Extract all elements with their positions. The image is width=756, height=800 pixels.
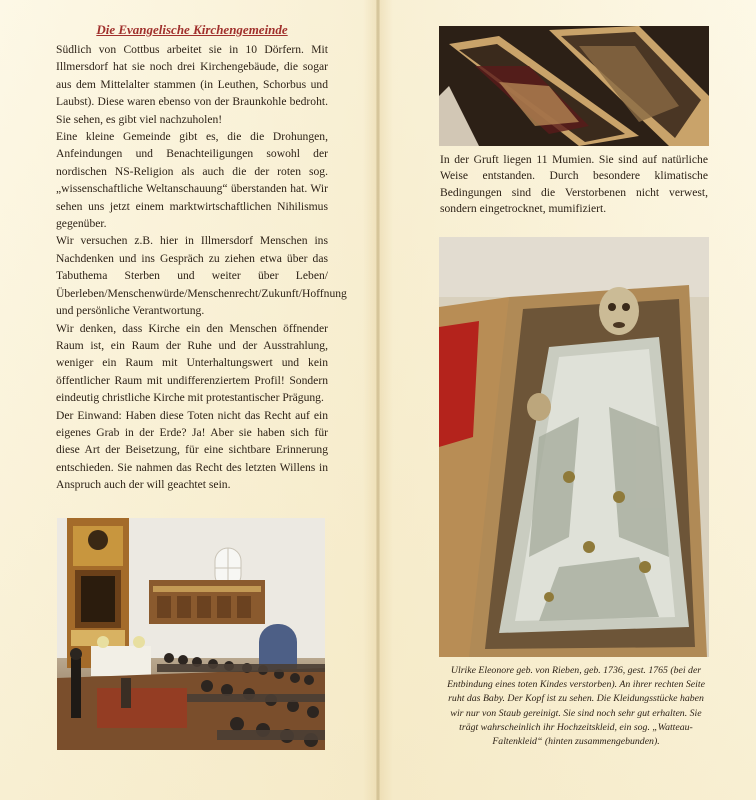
paragraph-3: Wir versuchen z.B. hier in Illmersdorf Menschen ins Nachdenken und ins Gespräch zu ziehen etwa über das Tabuthema Sterben und weiter über Leben/Überleben/Menschenwürde/Menschenrecht/Zukunft/Hoffnung und persönliche Verantwortung. — [56, 234, 347, 318]
mummy-ulrike-photo — [439, 237, 709, 657]
paragraph-1: Südlich von Cottbus arbeitet sie in 10 Dörfern. Mit Illmersdorf hat sie noch drei Kirchengebäude, die sogar aus dem Mittelalter stammen (in Leuthen, Schorbus und Laubst). Diese waren ebenso von der Braunkohle bedroht. Sie sehen, es gibt viel nachzuholen! — [56, 43, 328, 126]
crypt-caption: In der Gruft liegen 11 Mumien. Sie sind auf natürliche Weise entstanden. Durch besondere klimatische Bedingungen sind die Verstorbenen nicht verwest, sondern eingetrocknet, mumifiziert. — [440, 153, 708, 216]
section-heading: Die Evangelische Kirchengemeinde — [96, 22, 288, 37]
ulrike-caption: Ulrike Eleonore geb. von Rieben, geb. 1736, gest. 1765 (bei der Entbindung eines toten Kindes verstorben). An ihrer rechten Seite ruht das Baby. Der Kopf ist zu sehen. Die Kleidungsstücke haben wir nur von Staub gereinigt. Sie sind noch sehr gut erhalten. Sie trägt wahrscheinlich ihr Hochzeitskleid, ein sog. „Watteau-Faltenkleid“ (hinten zusammengebunden). — [447, 665, 705, 748]
crypt-mummies-photo — [439, 26, 709, 146]
left-column — [56, 22, 347, 494]
church-interior-photo — [57, 518, 325, 750]
body-text — [56, 41, 347, 494]
mummy-coffin-illustration — [439, 237, 709, 657]
paragraph-4: Wir denken, dass Kirche ein den Menschen öffnender Raum ist, ein Raum der Ruhe und der Ausstrahlung, weniger ein Raum mit Unterhaltungswert und kein öffentlicher Raum mit undifferenziertem Profil! Sondern eindeutig christliche Kirche mit protestantischer Prägung. — [56, 321, 328, 405]
crypt-coffins-illustration — [439, 26, 709, 146]
page-fold — [376, 0, 380, 800]
church-interior-illustration — [57, 518, 325, 750]
paragraph-2: Eine kleine Gemeinde gibt es, die die Drohungen, Anfeindungen und Benachteiligungen sowohl der nordischen NS-Religion als auch die der roten sog. „wissenschaftliche Weltanschauung“ überstanden hat. Wir sehen uns jetzt einem marktwirtschaftlichen Nihilismus gegenüber. — [56, 130, 328, 231]
paragraph-5: Der Einwand: Haben diese Toten nicht das Recht auf ein eigenes Grab in der Erde? Ja! Aber sie haben sich für diese Art der Beisetzung, für eine sichtbare Erinnerung entschieden. Sie nahmen das Recht des letzten Willens in Anspruch auch der will geachtet sein. — [56, 408, 328, 492]
